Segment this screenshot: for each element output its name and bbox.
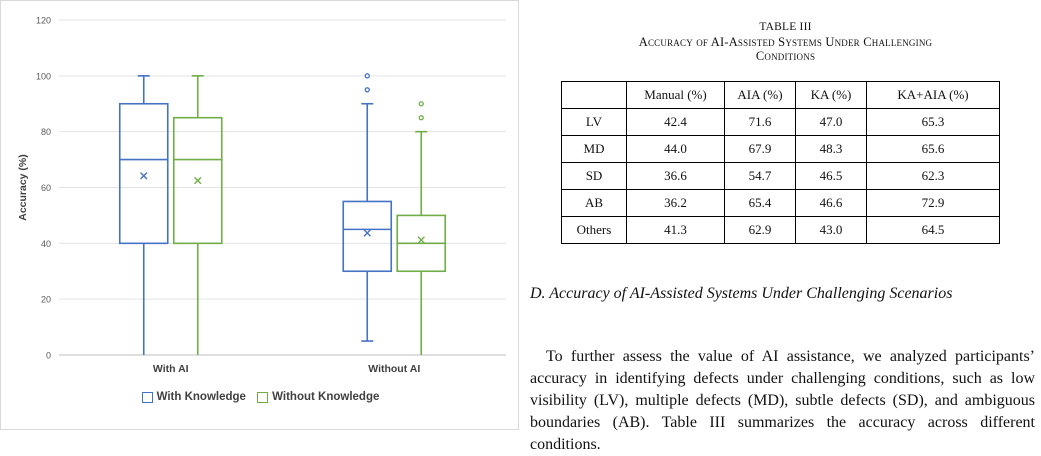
table-cell: SD	[562, 163, 627, 190]
table-row	[562, 136, 1000, 163]
table-row	[562, 217, 1000, 244]
accuracy-table	[561, 81, 1000, 244]
table-cell: 67.9	[725, 136, 796, 163]
table-cell: 44.0	[627, 136, 725, 163]
table-cell: Others	[562, 217, 627, 244]
legend-swatch-without-knowledge	[257, 392, 268, 403]
x-tick-label: Without AI	[368, 363, 421, 375]
legend-item-with-knowledge	[142, 391, 246, 403]
table-header-cell: KA+AIA (%)	[867, 82, 1000, 109]
table-cell: 42.4	[627, 109, 725, 136]
table-header-cell: Manual (%)	[627, 82, 725, 109]
y-tick-label: 60	[40, 183, 51, 193]
table-title	[530, 35, 1041, 63]
table-title-line-1: Accuracy of AI-Assisted Systems Under Challenging	[638, 35, 933, 49]
legend-item-without-knowledge	[257, 391, 379, 403]
table-cell: 47.0	[796, 109, 867, 136]
table-row	[562, 190, 1000, 217]
legend-label-with-knowledge: With Knowledge	[156, 391, 246, 403]
table-cell: 71.6	[725, 109, 796, 136]
table-header-row	[562, 82, 1000, 109]
table-title-line-2: Conditions	[755, 49, 816, 63]
legend-label-without-knowledge: Without Knowledge	[272, 391, 380, 403]
table-cell: 43.0	[796, 217, 867, 244]
y-tick-label: 0	[45, 350, 51, 361]
box-plot-chart	[0, 0, 519, 430]
y-tick-label: 100	[35, 71, 51, 82]
table-cell: 62.3	[867, 163, 1000, 190]
y-tick-label: 80	[40, 127, 51, 138]
table-cell: 36.6	[627, 163, 725, 190]
legend-swatch-with-knowledge	[142, 392, 153, 403]
table-cell: 46.5	[796, 163, 867, 190]
y-axis-label: Accuracy (%)	[17, 154, 29, 221]
table-header-cell	[562, 82, 627, 109]
section-heading: D. Accuracy of AI-Assisted Systems Under Challenging Scenarios	[530, 285, 953, 302]
table-cell: 54.7	[725, 163, 796, 190]
outlier-point	[365, 88, 369, 92]
table-cell: 48.3	[796, 136, 867, 163]
iqr-box	[120, 104, 168, 244]
table-cell: 36.2	[627, 190, 725, 217]
table-cell: 72.9	[867, 190, 1000, 217]
table-cell: LV	[562, 109, 627, 136]
chart-legend	[1, 391, 520, 406]
table-label: TABLE III	[759, 21, 812, 33]
y-tick-label: 40	[40, 238, 51, 249]
table-row	[562, 163, 1000, 190]
table-cell: 62.9	[725, 217, 796, 244]
y-tick-label: 20	[40, 294, 51, 305]
outlier-point	[365, 74, 369, 78]
table-cell: 64.5	[867, 217, 1000, 244]
table-cell: 65.6	[867, 136, 1000, 163]
body-paragraph: To further assess the value of AI assistance, we analyzed participants’ accuracy in identifying defects under challenging conditions, such as low visibility (LV), multiple defects (MD), subtle defects (SD), and ambiguous boundaries (AB). Table III summarizes the accuracy across different conditions.	[530, 348, 1035, 453]
table-cell: 65.4	[725, 190, 796, 217]
box-plot-svg	[1, 1, 520, 431]
table-cell: AB	[562, 190, 627, 217]
table-header-cell: AIA (%)	[725, 82, 796, 109]
y-tick-label: 120	[35, 15, 51, 26]
outlier-point	[419, 102, 423, 106]
table-header-cell: KA (%)	[796, 82, 867, 109]
table-cell: 41.3	[627, 217, 725, 244]
iqr-box	[343, 201, 391, 271]
table-cell: MD	[562, 136, 627, 163]
table-cell: 46.6	[796, 190, 867, 217]
x-tick-label: With AI	[152, 363, 189, 375]
table-cell: 65.3	[867, 109, 1000, 136]
table-row	[562, 109, 1000, 136]
outlier-point	[419, 116, 423, 120]
